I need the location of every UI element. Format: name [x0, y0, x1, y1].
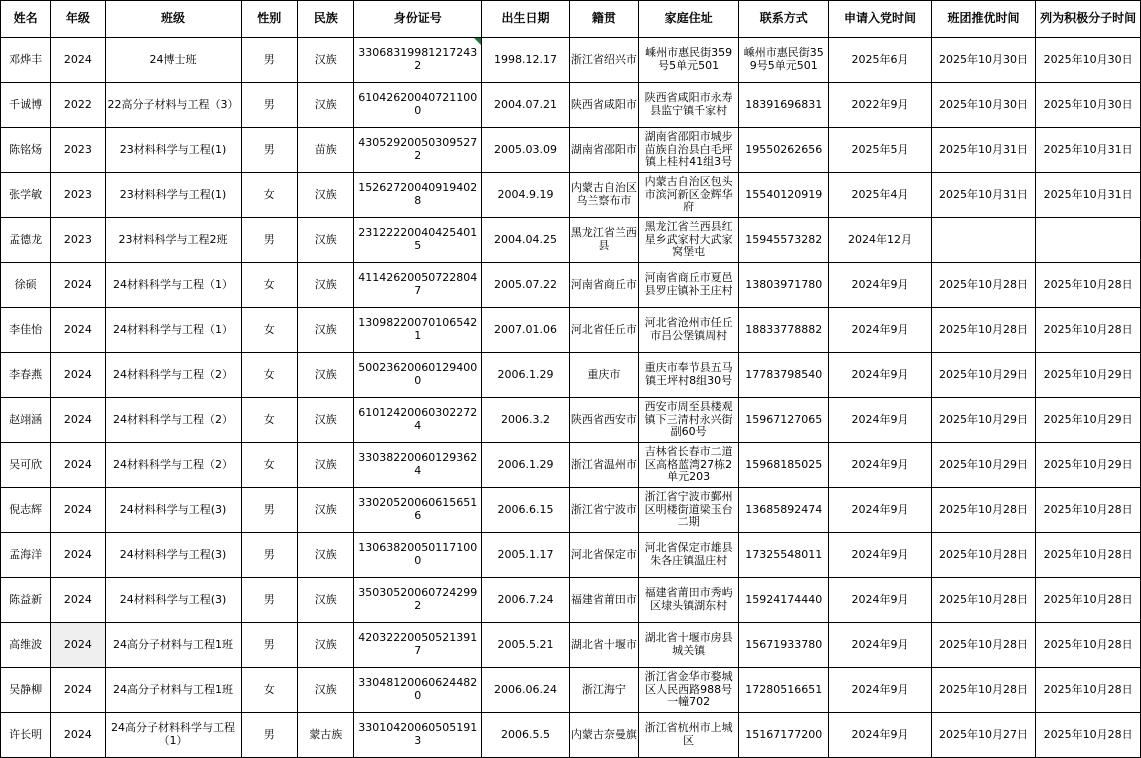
- cell-gender: 女: [241, 308, 297, 353]
- cell-ethnicity: 苗族: [297, 128, 353, 173]
- table-row: [1, 668, 1141, 713]
- cell-birth-date: 2004.9.19: [482, 173, 570, 218]
- cell-apply-date: 2024年9月: [829, 488, 931, 533]
- cell-activist-date: 2025年10月28日: [1036, 263, 1141, 308]
- column-header-gender: 性别: [241, 1, 297, 38]
- cell-gender: 男: [241, 83, 297, 128]
- cell-id-number: 152627200409194028: [354, 173, 482, 218]
- cell-gender: 女: [241, 398, 297, 443]
- cell-origin: 陕西省西安市: [569, 398, 638, 443]
- cell-name: 陈铭炀: [1, 128, 51, 173]
- column-header-home-address: 家庭住址: [638, 1, 738, 38]
- cell-ethnicity: 汉族: [297, 353, 353, 398]
- cell-origin: 福建省莆田市: [569, 578, 638, 623]
- cell-gender: 男: [241, 218, 297, 263]
- cell-id-number: 420322200505213917: [354, 623, 482, 668]
- cell-id-number: 330205200606156516: [354, 488, 482, 533]
- cell-birth-date: 2004.07.21: [482, 83, 570, 128]
- cell-apply-date: 2024年9月: [829, 308, 931, 353]
- cell-activist-date: 2025年10月29日: [1036, 353, 1141, 398]
- cell-origin: 重庆市: [569, 353, 638, 398]
- cell-gender: 男: [241, 578, 297, 623]
- cell-contact: 15671933780: [739, 623, 829, 668]
- cell-name: 吴静柳: [1, 668, 51, 713]
- cell-contact: 19550262656: [739, 128, 829, 173]
- cell-id-number: 330481200606244820: [354, 668, 482, 713]
- cell-id-number: 130638200501171000: [354, 533, 482, 578]
- cell-grade: 2024: [51, 353, 105, 398]
- cell-home-address: 浙江省杭州市上城区: [638, 713, 738, 758]
- cell-class: 24材料科学与工程（2）: [105, 443, 241, 488]
- cell-contact: 15540120919: [739, 173, 829, 218]
- cell-ethnicity: 汉族: [297, 668, 353, 713]
- cell-home-address: 内蒙古自治区包头市滨河新区金辉华府: [638, 173, 738, 218]
- cell-origin: 黑龙江省兰西县: [569, 218, 638, 263]
- cell-ethnicity: 汉族: [297, 218, 353, 263]
- cell-contact: 13685892474: [739, 488, 829, 533]
- cell-recommend-date: 2025年10月28日: [931, 263, 1036, 308]
- cell-recommend-date: 2025年10月28日: [931, 623, 1036, 668]
- cell-recommend-date: 2025年10月30日: [931, 38, 1036, 83]
- cell-birth-date: 2006.3.2: [482, 398, 570, 443]
- cell-grade: 2024: [51, 398, 105, 443]
- cell-apply-date: 2024年9月: [829, 623, 931, 668]
- cell-home-address: 吉林省长春市二道区高格蓝湾27栋2单元203: [638, 443, 738, 488]
- cell-activist-date: 2025年10月30日: [1036, 38, 1141, 83]
- cell-id-number: 430529200503095272: [354, 128, 482, 173]
- table-row: [1, 353, 1141, 398]
- cell-recommend-date: 2025年10月28日: [931, 578, 1036, 623]
- cell-ethnicity: 汉族: [297, 398, 353, 443]
- cell-grade: 2024: [51, 308, 105, 353]
- cell-birth-date: 2005.1.17: [482, 533, 570, 578]
- cell-name: 吴可欣: [1, 443, 51, 488]
- cell-gender: 男: [241, 488, 297, 533]
- cell-ethnicity: 汉族: [297, 308, 353, 353]
- cell-origin: 河南省商丘市: [569, 263, 638, 308]
- column-header-contact: 联系方式: [739, 1, 829, 38]
- table-row: [1, 83, 1141, 128]
- cell-apply-date: 2024年9月: [829, 263, 931, 308]
- cell-id-number: 330104200605051913: [354, 713, 482, 758]
- cell-birth-date: 2006.6.15: [482, 488, 570, 533]
- cell-recommend-date: 2025年10月28日: [931, 308, 1036, 353]
- cell-apply-date: 2024年9月: [829, 443, 931, 488]
- table-row: [1, 173, 1141, 218]
- cell-origin: 河北省任丘市: [569, 308, 638, 353]
- table-row: [1, 533, 1141, 578]
- cell-contact: 17783798540: [739, 353, 829, 398]
- cell-activist-date: 2025年10月28日: [1036, 578, 1141, 623]
- cell-home-address: 重庆市奉节县五马镇王坪村8组30号: [638, 353, 738, 398]
- cell-home-address: 西安市周至县楼观镇下三清村永兴街副60号: [638, 398, 738, 443]
- cell-origin: 内蒙古自治区乌兰察布市: [569, 173, 638, 218]
- cell-home-address: 河北省沧州市任丘市吕公堡镇周村: [638, 308, 738, 353]
- cell-origin: 湖南省邵阳市: [569, 128, 638, 173]
- cell-apply-date: 2024年9月: [829, 578, 931, 623]
- cell-home-address: 湖北省十堰市房县城关镇: [638, 623, 738, 668]
- cell-grade: 2024: [51, 668, 105, 713]
- cell-activist-date: 2025年10月28日: [1036, 713, 1141, 758]
- cell-birth-date: 2006.7.24: [482, 578, 570, 623]
- cell-name: 徐硕: [1, 263, 51, 308]
- cell-name: 赵翊涵: [1, 398, 51, 443]
- cell-birth-date: 2005.07.22: [482, 263, 570, 308]
- cell-ethnicity: 汉族: [297, 38, 353, 83]
- cell-gender: 女: [241, 263, 297, 308]
- cell-class: 24材料科学与工程(3): [105, 488, 241, 533]
- cell-id-number: 231222200404254015: [354, 218, 482, 263]
- cell-home-address: 浙江省金华市婺城区人民西路988号一幢702: [638, 668, 738, 713]
- cell-activist-date: 2025年10月28日: [1036, 533, 1141, 578]
- cell-class: 24材料科学与工程（2）: [105, 398, 241, 443]
- cell-grade: 2024: [51, 263, 105, 308]
- table-row: [1, 308, 1141, 353]
- cell-apply-date: 2024年9月: [829, 353, 931, 398]
- cell-name: 倪志辉: [1, 488, 51, 533]
- cell-activist-date: 2025年10月28日: [1036, 488, 1141, 533]
- cell-grade: 2023: [51, 218, 105, 263]
- table-row: [1, 398, 1141, 443]
- cell-grade: 2024: [51, 443, 105, 488]
- cell-name: 李佳怡: [1, 308, 51, 353]
- cell-class: 24博士班: [105, 38, 241, 83]
- cell-gender: 女: [241, 353, 297, 398]
- cell-birth-date: 2005.5.21: [482, 623, 570, 668]
- column-header-name: 姓名: [1, 1, 51, 38]
- cell-gender: 女: [241, 443, 297, 488]
- cell-birth-date: 2006.1.29: [482, 353, 570, 398]
- cell-birth-date: 1998.12.17: [482, 38, 570, 83]
- table-row: [1, 128, 1141, 173]
- cell-grade: 2023: [51, 128, 105, 173]
- column-header-recommend-date: 班团推优时间: [931, 1, 1036, 38]
- cell-grade: 2024: [51, 713, 105, 758]
- cell-ethnicity: 汉族: [297, 623, 353, 668]
- cell-gender: 男: [241, 533, 297, 578]
- cell-grade: 2024: [51, 488, 105, 533]
- cell-origin: 内蒙古奈曼旗: [569, 713, 638, 758]
- cell-name: 千诚博: [1, 83, 51, 128]
- cell-class: 24材料科学与工程（2）: [105, 353, 241, 398]
- cell-name: 许长明: [1, 713, 51, 758]
- cell-gender: 男: [241, 38, 297, 83]
- cell-recommend-date: 2025年10月29日: [931, 353, 1036, 398]
- cell-ethnicity: 汉族: [297, 488, 353, 533]
- cell-contact: 15967127065: [739, 398, 829, 443]
- cell-apply-date: 2025年6月: [829, 38, 931, 83]
- cell-activist-date: 2025年10月31日: [1036, 173, 1141, 218]
- cell-contact: 17325548011: [739, 533, 829, 578]
- cell-grade: 2024: [51, 578, 105, 623]
- cell-home-address: 福建省莆田市秀屿区埭头镇湖东村: [638, 578, 738, 623]
- cell-origin: 浙江省温州市: [569, 443, 638, 488]
- cell-birth-date: 2004.04.25: [482, 218, 570, 263]
- cell-activist-date: 2025年10月28日: [1036, 668, 1141, 713]
- cell-origin: 湖北省十堰市: [569, 623, 638, 668]
- cell-name: 孟德龙: [1, 218, 51, 263]
- cell-grade: 2024: [51, 38, 105, 83]
- cell-ethnicity: 汉族: [297, 83, 353, 128]
- cell-grade: 2023: [51, 173, 105, 218]
- cell-gender: 男: [241, 623, 297, 668]
- cell-id-number: 500236200601294000: [354, 353, 482, 398]
- cell-class: 24材料科学与工程（1）: [105, 308, 241, 353]
- column-header-class: 班级: [105, 1, 241, 38]
- cell-contact: 18391696831: [739, 83, 829, 128]
- cell-recommend-date: 2025年10月31日: [931, 128, 1036, 173]
- cell-origin: 浙江省宁波市: [569, 488, 638, 533]
- cell-home-address: 嵊州市惠民街359号5单元501: [638, 38, 738, 83]
- cell-class: 24材料科学与工程(3): [105, 533, 241, 578]
- cell-contact: 15968185025: [739, 443, 829, 488]
- cell-birth-date: 2007.01.06: [482, 308, 570, 353]
- cell-activist-date: 2025年10月29日: [1036, 443, 1141, 488]
- cell-ethnicity: 蒙古族: [297, 713, 353, 758]
- cell-grade: 2024: [51, 623, 105, 668]
- cell-gender: 女: [241, 173, 297, 218]
- table-row: [1, 38, 1141, 83]
- cell-ethnicity: 汉族: [297, 263, 353, 308]
- table-body: [1, 38, 1141, 758]
- cell-contact: 17280516651: [739, 668, 829, 713]
- cell-birth-date: 2006.1.29: [482, 443, 570, 488]
- cell-home-address: 河北省保定市雄县朱各庄镇温庄村: [638, 533, 738, 578]
- table-row: [1, 488, 1141, 533]
- table-row: [1, 263, 1141, 308]
- cell-recommend-date: 2025年10月29日: [931, 398, 1036, 443]
- cell-origin: 浙江省绍兴市: [569, 38, 638, 83]
- table-row: [1, 623, 1141, 668]
- cell-gender: 女: [241, 668, 297, 713]
- column-header-activist-date: 列为积极分子时间: [1036, 1, 1141, 38]
- cell-home-address: 湖南省邵阳市城步苗族自治县白毛坪镇上桂村41组3号: [638, 128, 738, 173]
- cell-name: 孟海洋: [1, 533, 51, 578]
- cell-name: 张学敏: [1, 173, 51, 218]
- table-row: [1, 443, 1141, 488]
- cell-contact: 嵊州市惠民街359号5单元501: [739, 38, 829, 83]
- cell-recommend-date: 2025年10月30日: [931, 83, 1036, 128]
- table-row: [1, 578, 1141, 623]
- table-header: [1, 1, 1141, 38]
- cell-recommend-date: 2025年10月28日: [931, 668, 1036, 713]
- cell-home-address: 陕西省咸阳市永寿县监宁镇千家村: [638, 83, 738, 128]
- cell-origin: 浙江海宁: [569, 668, 638, 713]
- cell-recommend-date: 2025年10月29日: [931, 443, 1036, 488]
- cell-class: 24材料科学与工程(3): [105, 578, 241, 623]
- cell-class: 24高分子材料与工程1班: [105, 668, 241, 713]
- column-header-ethnicity: 民族: [297, 1, 353, 38]
- column-header-grade: 年级: [51, 1, 105, 38]
- table-row: [1, 713, 1141, 758]
- cell-class: 23材料科学与工程(1): [105, 128, 241, 173]
- cell-ethnicity: 汉族: [297, 173, 353, 218]
- cell-origin: 陕西省咸阳市: [569, 83, 638, 128]
- cell-gender: 男: [241, 713, 297, 758]
- cell-gender: 男: [241, 128, 297, 173]
- cell-recommend-date: 2025年10月27日: [931, 713, 1036, 758]
- column-header-origin: 籍贯: [569, 1, 638, 38]
- cell-apply-date: 2024年9月: [829, 668, 931, 713]
- cell-id-number: 130982200701065421: [354, 308, 482, 353]
- cell-ethnicity: 汉族: [297, 533, 353, 578]
- cell-class: 23材料科学与工程2班: [105, 218, 241, 263]
- cell-recommend-date: [931, 218, 1036, 263]
- cell-id-number: 411426200507228047: [354, 263, 482, 308]
- cell-apply-date: 2024年9月: [829, 713, 931, 758]
- cell-contact: 15167177200: [739, 713, 829, 758]
- column-header-id-number: 身份证号: [354, 1, 482, 38]
- cell-activist-date: [1036, 218, 1141, 263]
- cell-activist-date: 2025年10月30日: [1036, 83, 1141, 128]
- cell-recommend-date: 2025年10月28日: [931, 488, 1036, 533]
- column-header-birth-date: 出生日期: [482, 1, 570, 38]
- cell-apply-date: 2024年9月: [829, 533, 931, 578]
- cell-apply-date: 2022年9月: [829, 83, 931, 128]
- cell-birth-date: 2006.5.5: [482, 713, 570, 758]
- cell-home-address: 河南省商丘市夏邑县罗庄镇补王庄村: [638, 263, 738, 308]
- cell-recommend-date: 2025年10月28日: [931, 533, 1036, 578]
- cell-apply-date: 2025年4月: [829, 173, 931, 218]
- cell-class: 24材料科学与工程（1）: [105, 263, 241, 308]
- cell-name: 邓烨丰: [1, 38, 51, 83]
- cell-class: 24高分子材料与工程1班: [105, 623, 241, 668]
- cell-grade: 2024: [51, 533, 105, 578]
- cell-activist-date: 2025年10月31日: [1036, 128, 1141, 173]
- cell-class: 23材料科学与工程(1): [105, 173, 241, 218]
- cell-name: 高维波: [1, 623, 51, 668]
- cell-contact: 18833778882: [739, 308, 829, 353]
- table-row: [1, 218, 1141, 263]
- cell-contact: 15945573282: [739, 218, 829, 263]
- cell-activist-date: 2025年10月28日: [1036, 308, 1141, 353]
- cell-contact: 15924174440: [739, 578, 829, 623]
- header-row: [1, 1, 1141, 38]
- cell-id-number: 610426200407211000: [354, 83, 482, 128]
- cell-birth-date: 2006.06.24: [482, 668, 570, 713]
- cell-recommend-date: 2025年10月31日: [931, 173, 1036, 218]
- cell-contact: 13803971780: [739, 263, 829, 308]
- cell-ethnicity: 汉族: [297, 578, 353, 623]
- cell-id-number: 350305200607242992: [354, 578, 482, 623]
- cell-id-number: 330683199812172432: [354, 38, 482, 83]
- cell-name: 陈益新: [1, 578, 51, 623]
- cell-activist-date: 2025年10月29日: [1036, 398, 1141, 443]
- column-header-apply-date: 申请入党时间: [829, 1, 931, 38]
- cell-birth-date: 2005.03.09: [482, 128, 570, 173]
- cell-ethnicity: 汉族: [297, 443, 353, 488]
- cell-class: 24高分子材料科学与工程（1）: [105, 713, 241, 758]
- cell-origin: 河北省保定市: [569, 533, 638, 578]
- cell-apply-date: 2025年5月: [829, 128, 931, 173]
- cell-name: 李春燕: [1, 353, 51, 398]
- cell-apply-date: 2024年9月: [829, 398, 931, 443]
- cell-grade: 2022: [51, 83, 105, 128]
- cell-class: 22高分子材料与工程（3）: [105, 83, 241, 128]
- cell-home-address: 黑龙江省兰西县红星乡武家村大武家窝堡屯: [638, 218, 738, 263]
- cell-id-number: 610124200603022724: [354, 398, 482, 443]
- cell-id-number: 330382200601293624: [354, 443, 482, 488]
- cell-activist-date: 2025年10月28日: [1036, 623, 1141, 668]
- cell-home-address: 浙江省宁波市鄞州区明楼街道梁玉台二期: [638, 488, 738, 533]
- cell-apply-date: 2024年12月: [829, 218, 931, 263]
